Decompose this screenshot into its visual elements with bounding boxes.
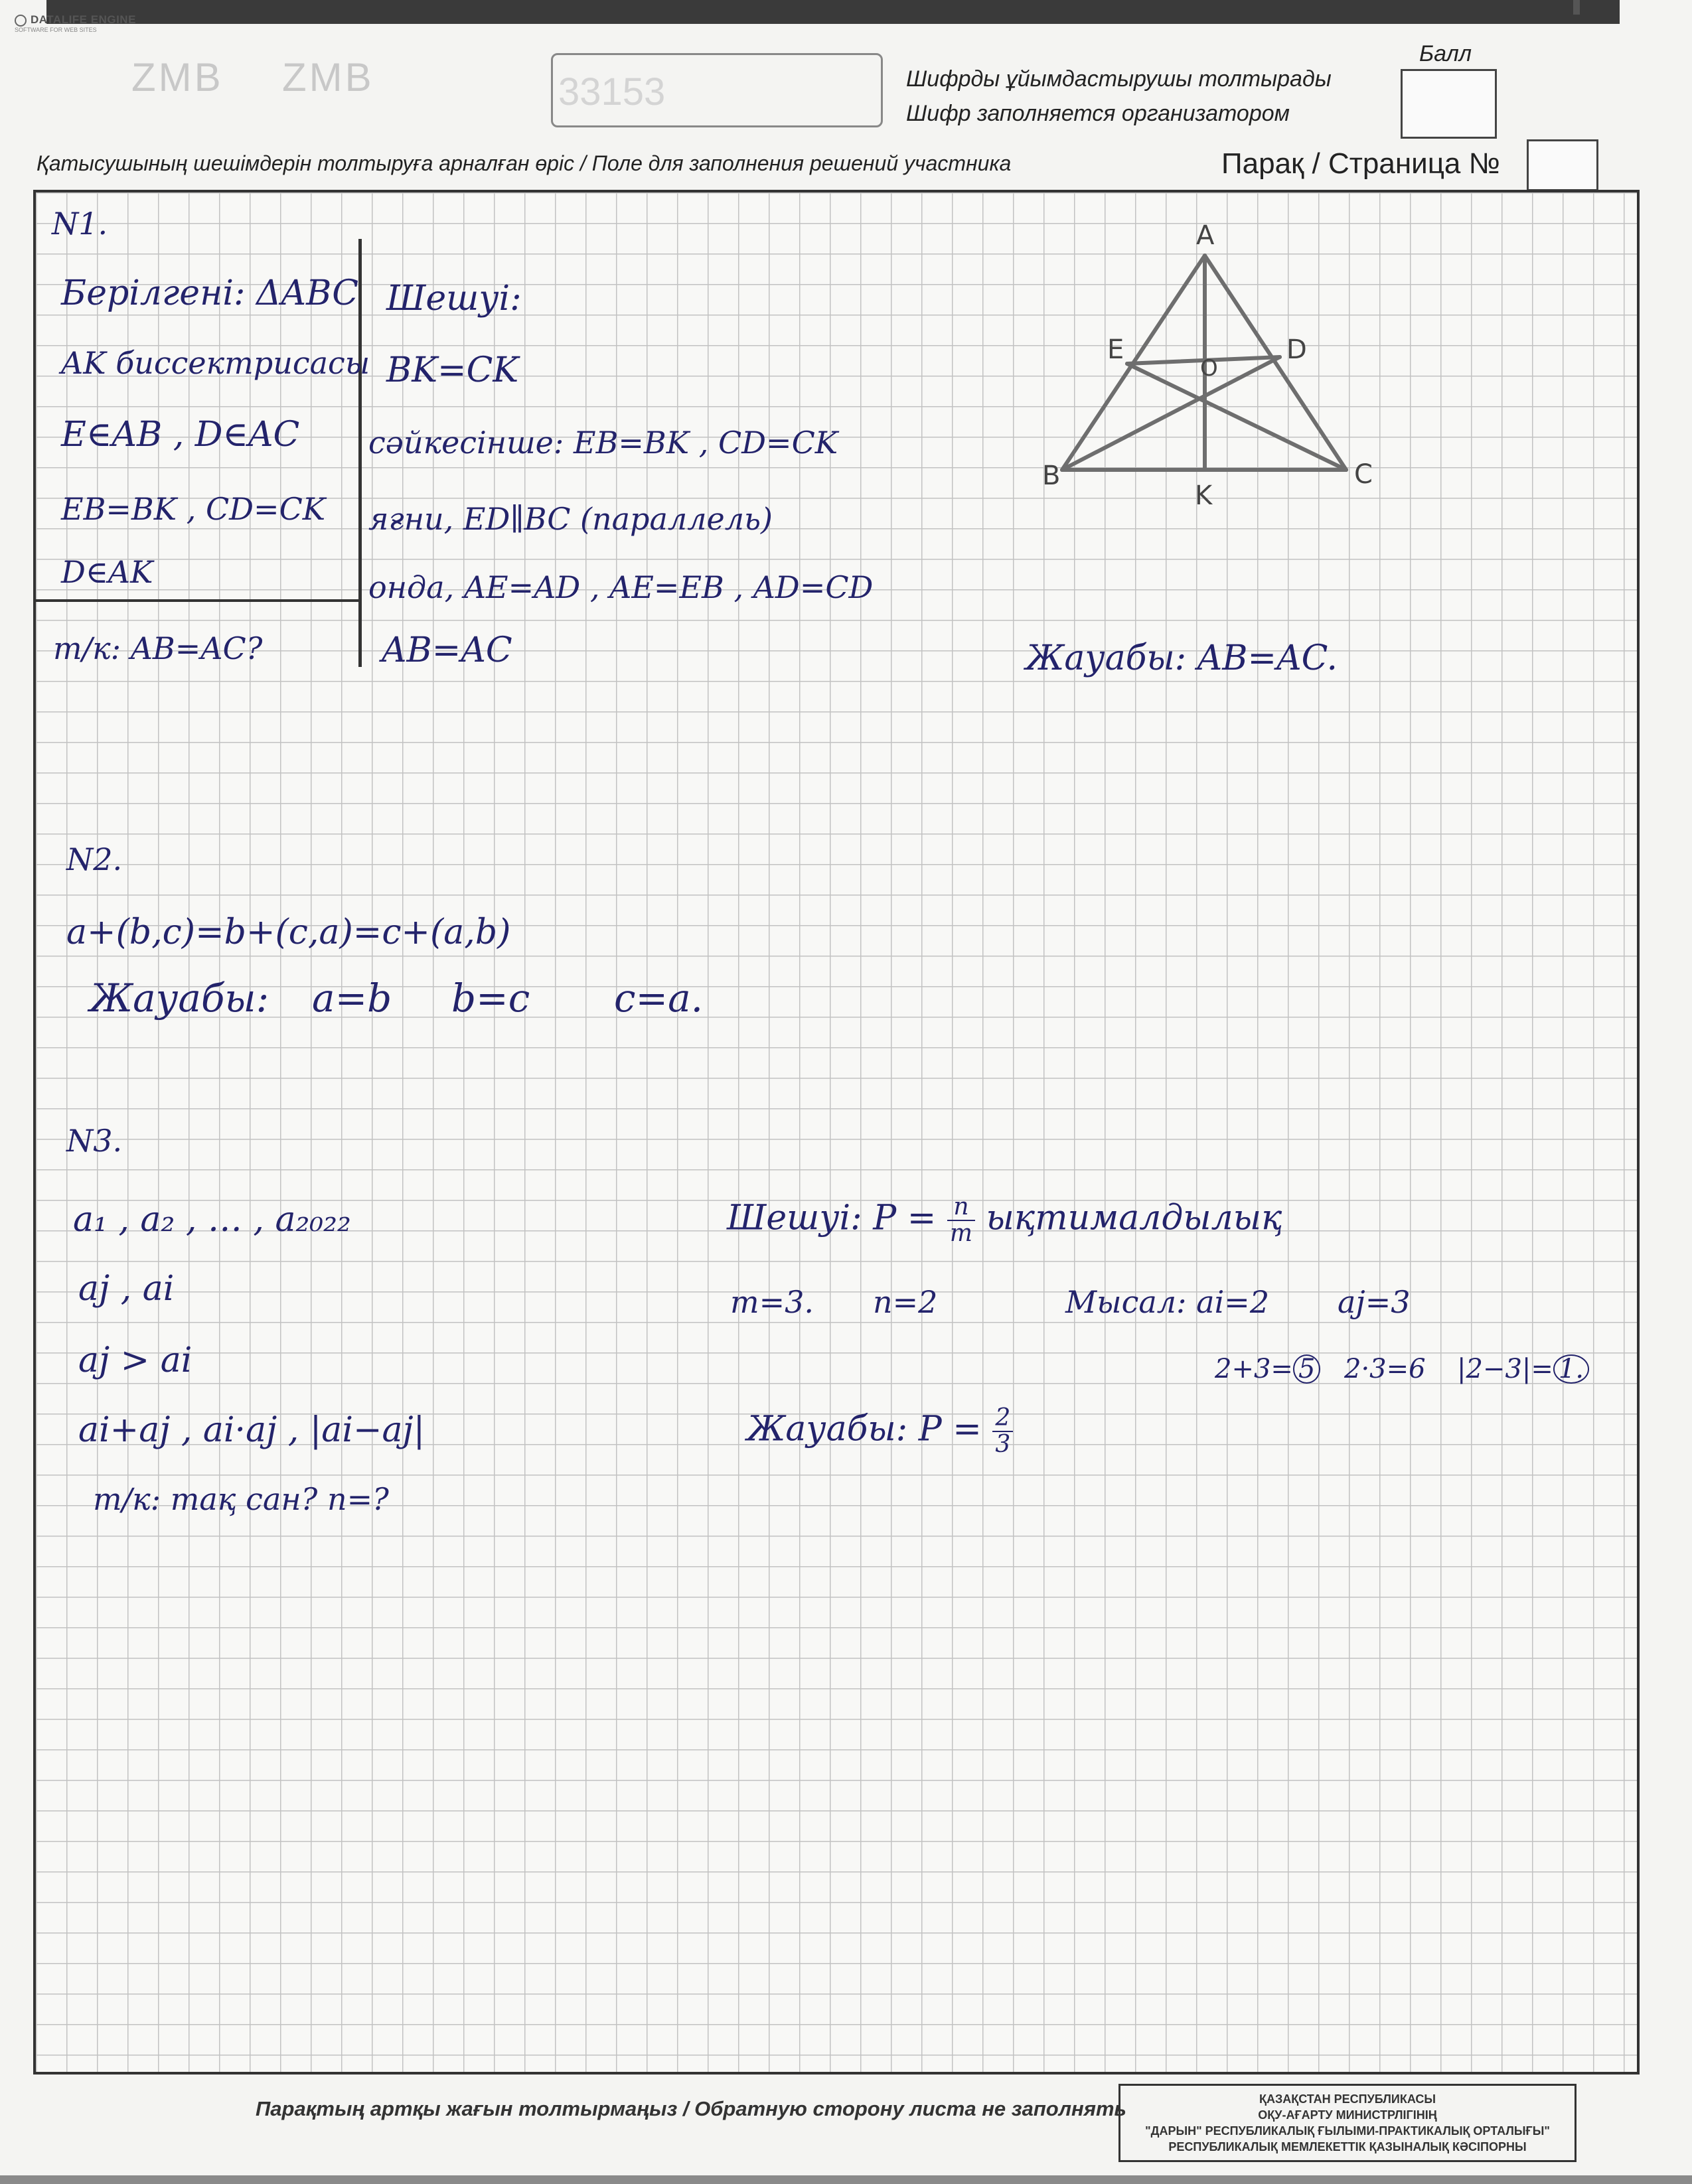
calc-sum — [1215, 1354, 1320, 1384]
problem2-answer-label: Жауабы: — [90, 976, 269, 1021]
given-line-3: E∈AB , D∈AC — [61, 415, 300, 455]
code-box — [551, 53, 883, 127]
solution1-line-3: яғни, ED∥BC (параллель) — [368, 501, 773, 537]
calc-product: 2·3=6 — [1344, 1354, 1426, 1384]
solution1-line-1: BK=CK — [386, 350, 519, 390]
watermark-logo — [15, 13, 136, 33]
watermark-text: DATALIFE ENGINE — [31, 13, 136, 26]
calc-diff-text: |2−3|= — [1457, 1354, 1553, 1384]
problem3-m: m=3. — [730, 1284, 814, 1320]
solution3-suffix: ықтималдылық — [986, 1198, 1282, 1238]
problem2-answer-1: a=b — [312, 976, 392, 1021]
cipher-note-ru: Шифр заполняется организатором — [906, 101, 1290, 126]
label-c: C — [1354, 459, 1373, 490]
problem3-line-1: a₁ , a₂ , … , a₂₀₂₂ — [73, 1200, 351, 1240]
calc-sum-text: 2+3= — [1215, 1354, 1293, 1384]
calc-sum-result: 5 — [1293, 1354, 1320, 1384]
solution1-line-2: сәйкесінше: EB=BK , CD=CK — [368, 425, 838, 461]
answer3-num: 2 — [992, 1406, 1013, 1432]
label-d: D — [1286, 334, 1307, 365]
watermark-subtext: SOFTWARE FOR WEB SITES — [15, 27, 97, 33]
segment-bd — [1062, 357, 1280, 470]
zmb-mark-1: ZMB — [131, 55, 224, 100]
scan-top-notch — [1573, 0, 1580, 15]
field-title: Қатысушының шешімдерін толтыруға арналған өріс / Поле для заполнения решений участника — [37, 151, 1012, 175]
given-divider-horizontal — [33, 599, 361, 602]
stamp-line-3: "ДАРЫН" РЕСПУБЛИКАЛЫҚ ҒЫЛЫМИ-ПРАКТИКАЛЫҚ ОРТАЛЫҒЫ" — [1145, 2124, 1550, 2138]
problem3-example-aj: aj=3 — [1338, 1284, 1411, 1320]
solution3-prefix: Шешуі: P = — [727, 1198, 937, 1238]
solution1-title: Шешуі: — [386, 279, 522, 319]
page-label: Парақ / Страница № — [1221, 147, 1500, 180]
stamp-line-1: ҚАЗАҚСТАН РЕСПУБЛИКАСЫ — [1259, 2092, 1436, 2106]
zmb-mark-2: ZMB — [282, 55, 374, 100]
problem3-line-4: ai+aj , ai·aj , |ai−aj| — [78, 1410, 425, 1450]
problem3-n: n=2 — [873, 1284, 938, 1320]
problem3-example-ai: Мысал: ai=2 — [1065, 1284, 1270, 1320]
solution1-line-5: AB=AC — [382, 630, 512, 670]
organization-stamp — [1118, 2084, 1577, 2162]
given-divider-vertical — [358, 239, 362, 667]
answer3-fraction — [992, 1406, 1013, 1457]
calc-difference — [1457, 1354, 1589, 1384]
triangle-diagram — [1042, 219, 1387, 511]
stamp-line-2: ОҚУ-АҒАРТУ МИНИСТРЛІГІНІҢ — [1258, 2108, 1437, 2122]
cipher-note-kz: Шифрды ұйымдастырушы толтырады — [906, 66, 1332, 92]
problem1-find: т/к: AB=AC? — [53, 630, 263, 666]
problem3-line-2: aj , ai — [78, 1269, 175, 1309]
problem3-solution — [727, 1195, 1282, 1246]
label-o: O — [1200, 355, 1218, 382]
solution3-fraction — [947, 1195, 975, 1246]
score-box[interactable] — [1401, 69, 1497, 139]
code-value: 33153 — [558, 70, 666, 113]
scan-top-edge — [46, 0, 1620, 24]
problem3-number: N3. — [66, 1123, 123, 1159]
problem3-line-3: aj > ai — [78, 1341, 192, 1380]
watermark-icon — [15, 15, 27, 27]
page-number-box[interactable] — [1527, 139, 1598, 191]
problem1-number: N1. — [52, 206, 108, 242]
problem2-answer-3: c=a. — [614, 976, 704, 1021]
answer3-prefix: Жауабы: P = — [747, 1409, 982, 1449]
score-label: Балл — [1419, 41, 1472, 66]
given-line-5: D∈AK — [61, 554, 153, 590]
given-line-4: EB=BK , CD=CK — [61, 491, 326, 527]
solution3-den: m — [949, 1219, 972, 1247]
solution1-line-4: онда, AE=AD , AE=EB , AD=CD — [368, 569, 874, 605]
scan-bottom-edge — [0, 2175, 1692, 2184]
footer-note: Парақтың артқы жағын толтырмаңыз / Обратную сторону листа не заполнять — [256, 2097, 1126, 2120]
answer-grid[interactable] — [33, 190, 1640, 2075]
calc-diff-result: 1. — [1553, 1354, 1589, 1384]
label-k: K — [1195, 480, 1213, 511]
problem1-answer: Жауабы: AB=AC. — [1026, 638, 1338, 678]
stamp-line-4: РЕСПУБЛИКАЛЫҚ МЕМЛЕКЕТТІК ҚАЗЫНАЛЫҚ КӘСІПОРНЫ — [1168, 2140, 1527, 2153]
label-b: B — [1042, 461, 1061, 491]
problem2-answer-2: b=c — [451, 976, 530, 1021]
problem3-line-5: т/к: тақ сан? n=? — [93, 1481, 389, 1517]
answer3-den: 3 — [995, 1430, 1011, 1458]
label-a: A — [1196, 220, 1215, 251]
label-e: E — [1107, 334, 1124, 365]
problem2-equation: a+(b,c)=b+(c,a)=c+(a,b) — [66, 912, 511, 952]
given-line-1: Берілгені: ΔABC — [61, 273, 359, 313]
given-line-2: AK биссектрисасы — [61, 345, 370, 381]
problem2-number: N2. — [66, 841, 123, 877]
solution3-num: n — [947, 1195, 975, 1221]
problem3-answer — [747, 1406, 1013, 1457]
